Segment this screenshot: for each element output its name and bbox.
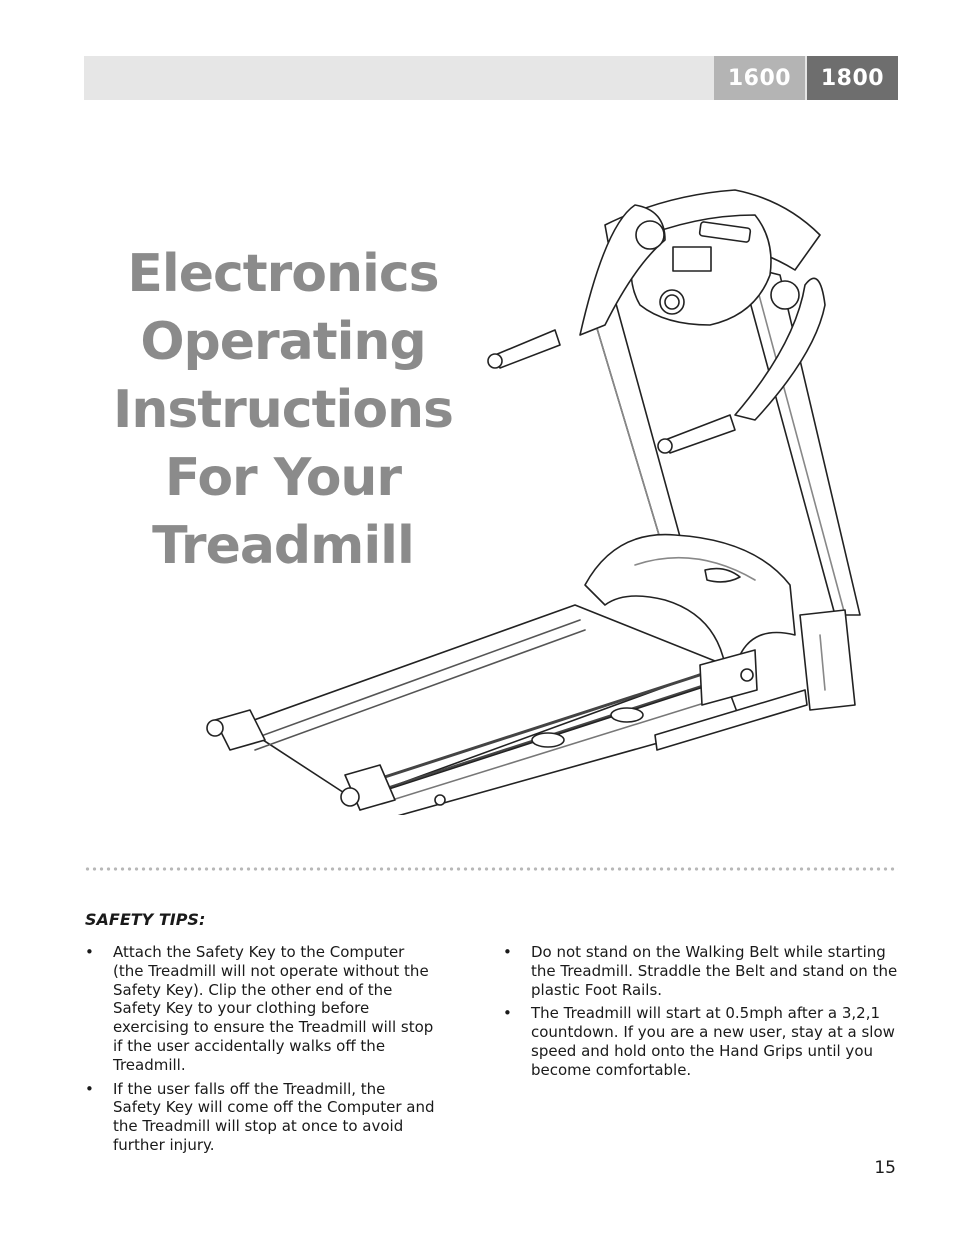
title-line: Operating xyxy=(140,312,426,372)
title-line: Instructions xyxy=(112,380,454,440)
title-line: Electronics xyxy=(127,244,439,304)
safety-column-left xyxy=(85,943,437,1160)
safety-column-right xyxy=(503,943,898,1085)
model-tab-1800: 1800 xyxy=(807,56,898,100)
list-item xyxy=(503,1004,898,1079)
model-tab-1600: 1600 xyxy=(714,56,805,100)
safety-heading: SAFETY TIPS: xyxy=(85,910,206,929)
page-number: 15 xyxy=(874,1158,896,1178)
list-item-text: Attach the Safety Key to the Computer (the Treadmill will not operate without the Safety Key). Clip the other end of the Safety Key to your clothing before exercising to ensure the Treadmill will stop if the user accidentally walks off the Treadmill. xyxy=(113,943,434,1074)
bullet-icon: • xyxy=(85,1079,94,1098)
list-item xyxy=(503,943,898,999)
list-item-text: The Treadmill will start at 0.5mph after a 3,2,1 countdown. If you are a new user, stay at a slow speed and hold onto the Hand Grips until you become comfortable. xyxy=(531,1004,895,1079)
bullet-icon: • xyxy=(85,943,94,961)
list-item-text: If the user falls off the Treadmill, the Safety Key will come off the Computer and the Treadmill will stop at once to avoid further injury. xyxy=(113,1079,435,1154)
treadmill-illustration xyxy=(195,185,895,815)
title-line: Treadmill xyxy=(152,516,414,576)
list-item xyxy=(85,1080,437,1155)
list-item xyxy=(85,943,437,1075)
bullet-icon: • xyxy=(503,943,512,961)
list-item-text: Do not stand on the Walking Belt while starting the Treadmill. Straddle the Belt and stand on the plastic Foot Rails. xyxy=(531,943,898,999)
bullet-icon: • xyxy=(503,1004,512,1023)
title-line: For Your xyxy=(164,448,402,508)
dotted-divider xyxy=(84,866,898,872)
